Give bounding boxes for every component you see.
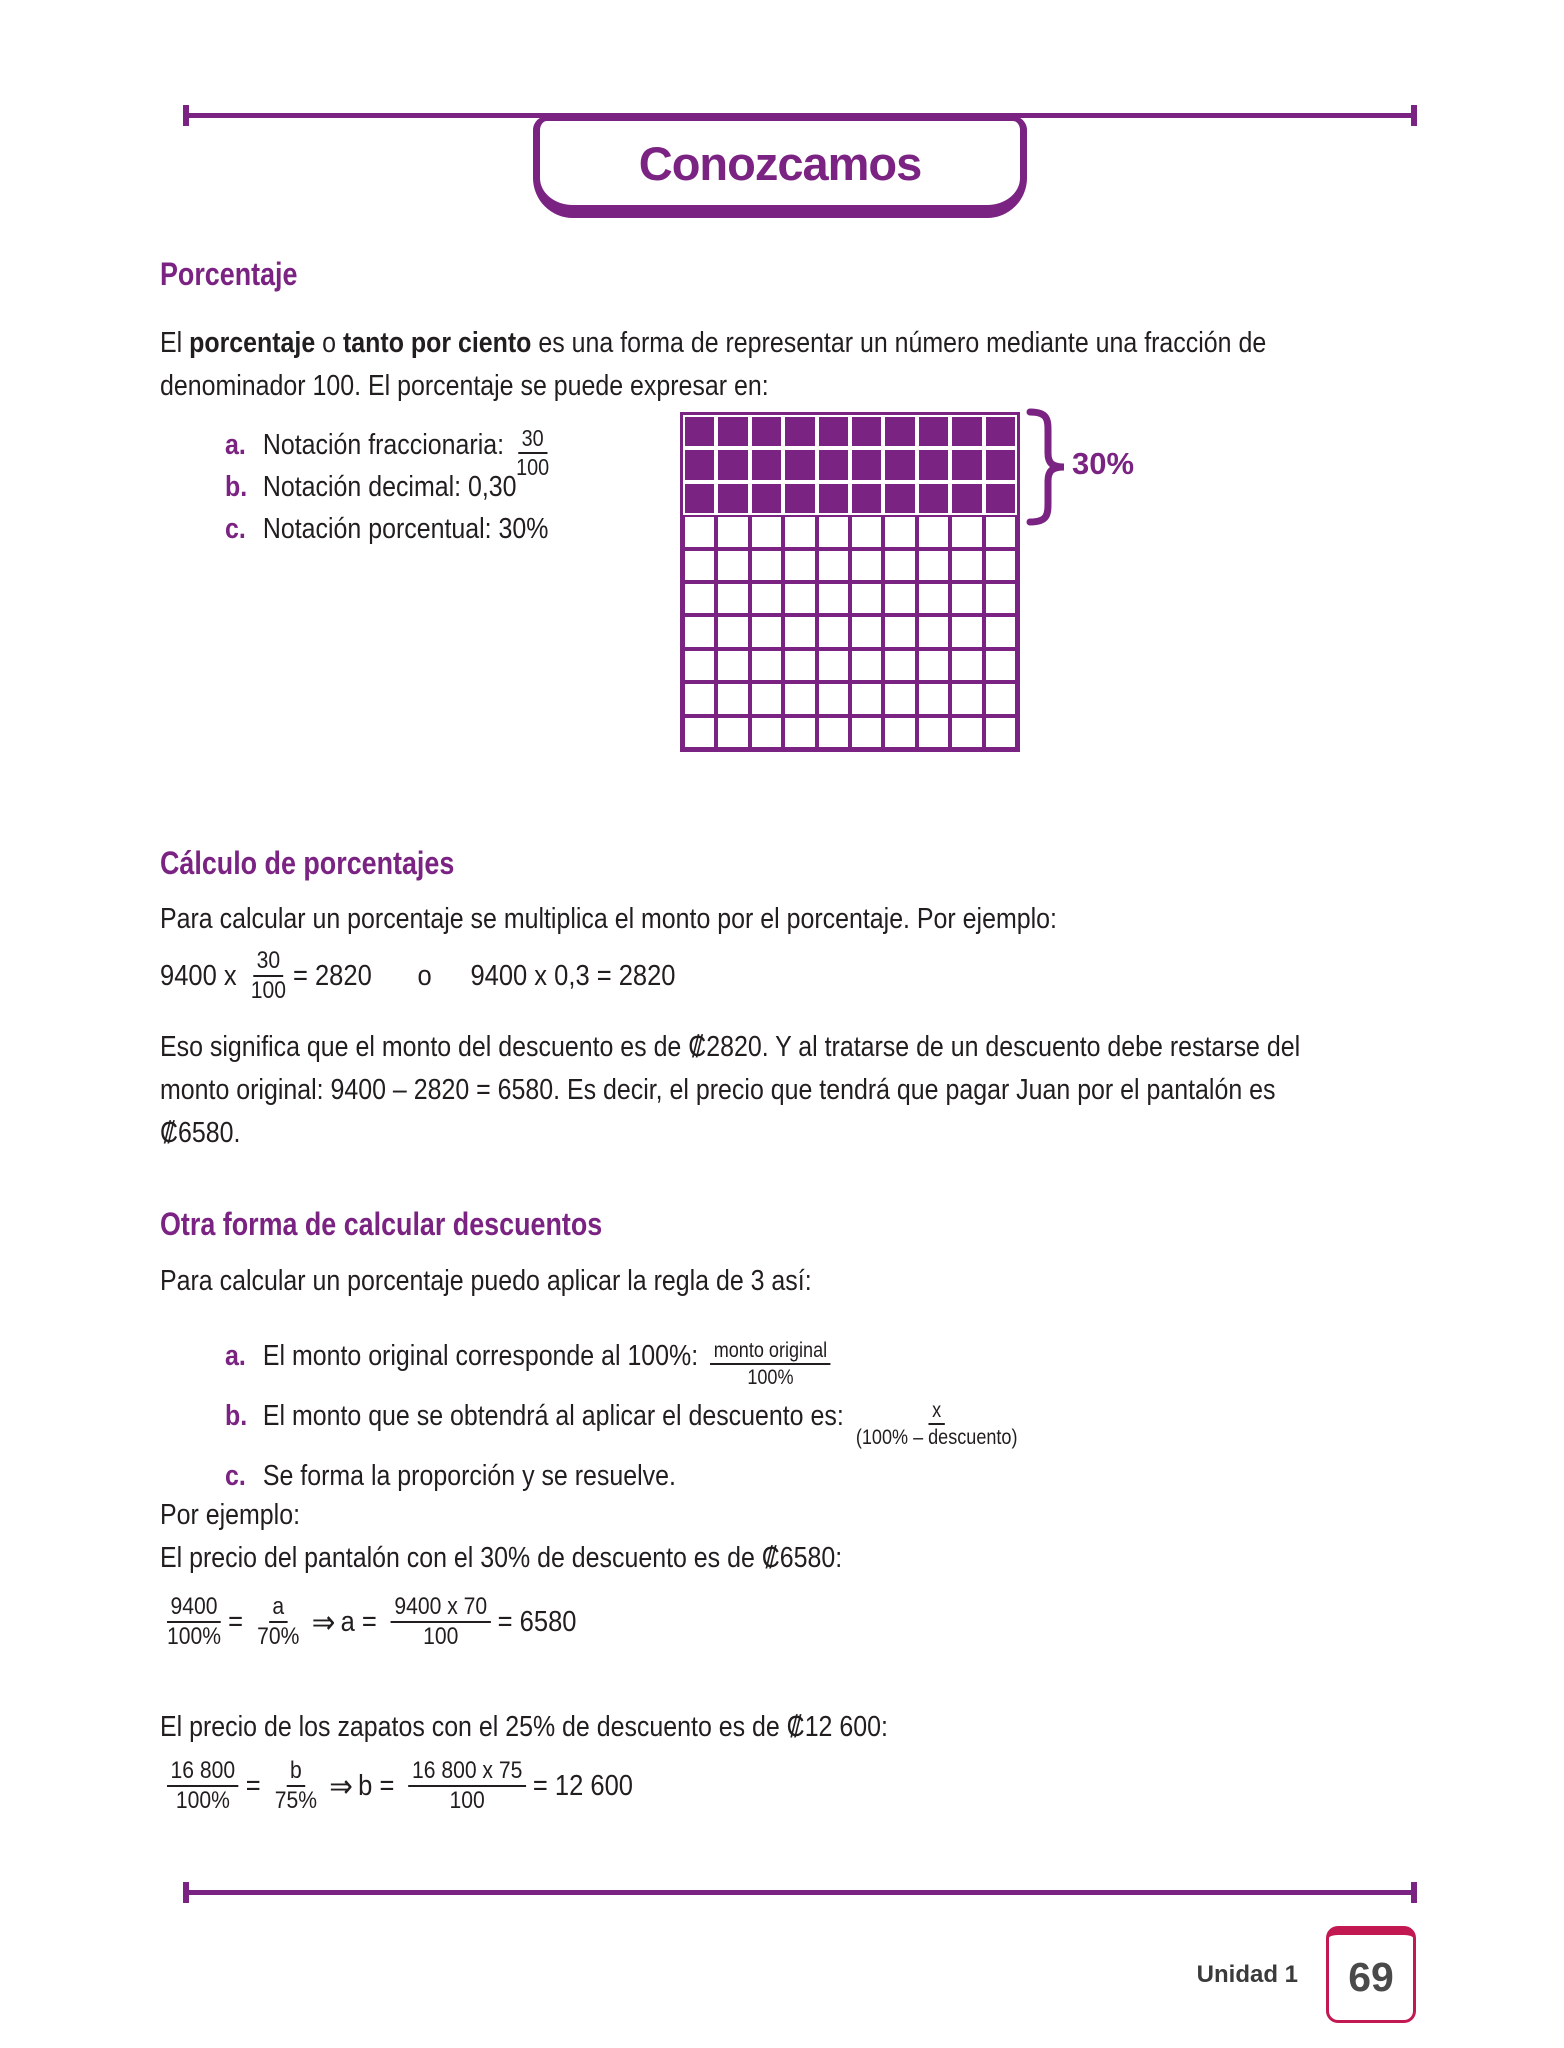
- grid-cell: [783, 482, 816, 515]
- grid-cell: [917, 482, 950, 515]
- grid-cell: [950, 716, 983, 749]
- grid-cell: [950, 549, 983, 582]
- grid-cell: [950, 415, 983, 448]
- list-marker: c.: [225, 513, 246, 545]
- grid-cell: [984, 582, 1017, 615]
- unit-label: Unidad 1: [1196, 1960, 1298, 1988]
- regla3-list: [225, 1326, 1153, 1506]
- page-title: Conozcamos: [638, 136, 922, 190]
- grid-cell: [984, 549, 1017, 582]
- list-item: c. Notación porcentual: 30%: [225, 508, 554, 550]
- grid-cell: [817, 415, 850, 448]
- grid-cell: [817, 515, 850, 548]
- grid-cell: [984, 448, 1017, 481]
- implies-arrow: ⇒: [329, 1768, 353, 1805]
- grid-cell: [783, 615, 816, 648]
- grid-cell: [917, 448, 950, 481]
- grid-cell: [917, 649, 950, 682]
- grid-cell: [817, 649, 850, 682]
- grid-cell: [850, 682, 883, 715]
- ejemplo2-text: El precio de los zapatos con el 25% de descuento es de ₡12 600:: [160, 1711, 888, 1743]
- grid-cell: [883, 649, 916, 682]
- grid-cell: [817, 615, 850, 648]
- grid-cell: [850, 482, 883, 515]
- grid-cell: [917, 582, 950, 615]
- grid-cell: [817, 482, 850, 515]
- grid-cell: [817, 448, 850, 481]
- grid-cell: [850, 448, 883, 481]
- paragraph-regla3: [160, 1260, 918, 1303]
- grid-cell: [883, 415, 916, 448]
- grid-cell: [883, 682, 916, 715]
- paragraph-line: monto original: 9400 – 2820 = 6580. Es decir, el precio que tendrá que pagar Juan por el pantalón es: [160, 1074, 1276, 1106]
- grid-cell: [783, 515, 816, 548]
- grid-cell: [683, 549, 716, 582]
- implies-arrow: ⇒: [311, 1604, 336, 1641]
- list-marker: a.: [225, 429, 246, 461]
- fraction: $\frac{16 800}{100\%}$: [167, 1758, 239, 1815]
- grid-cell: [850, 549, 883, 582]
- grid-cell: [750, 415, 783, 448]
- grid-cell: [817, 716, 850, 749]
- grid-cell: [950, 448, 983, 481]
- grid-cell: [917, 515, 950, 548]
- grid-cell: [883, 515, 916, 548]
- heading-porcentaje: Porcentaje: [160, 256, 298, 292]
- grid-cell: [750, 615, 783, 648]
- list-item: c. Se forma la proporción y se resuelve.: [225, 1446, 1023, 1506]
- grid-cell: [716, 582, 749, 615]
- paragraph-line: ₡6580.: [160, 1117, 241, 1149]
- grid-cell: [850, 515, 883, 548]
- grid-cell: [716, 415, 749, 448]
- formula-discount: 9400 x $\frac{30}{100}$ = 2820 o 9400 x 0,3 = 2820: [160, 947, 676, 1005]
- grid-cell: [683, 448, 716, 481]
- grid-cell: [917, 549, 950, 582]
- list-marker: b.: [225, 1400, 248, 1432]
- paragraph-line: Eso significa que el monto del descuento es de ₡2820. Y al tratarse de un descuento debe restarse del: [160, 1031, 1301, 1063]
- grid-cell: [984, 482, 1017, 515]
- fraction: $\frac{x}{\text{(100\% – descuento)}}$: [855, 1399, 1018, 1450]
- por-ejemplo-label: Por ejemplo:: [160, 1499, 301, 1531]
- list-marker: b.: [225, 471, 248, 503]
- percentage-grid: [680, 412, 1020, 752]
- grid-cell: [950, 649, 983, 682]
- grid-cell: [950, 682, 983, 715]
- grid-cell: [984, 649, 1017, 682]
- grid-cell: [683, 415, 716, 448]
- grid-cell: [750, 515, 783, 548]
- brace-icon: [1024, 408, 1070, 526]
- grid-cell: [984, 682, 1017, 715]
- grid-cell: [716, 515, 749, 548]
- grid-cell: [783, 582, 816, 615]
- footer: [1197, 1926, 1416, 2023]
- grid-cell: [783, 415, 816, 448]
- list-item: a. El monto original corresponde al 100%: $\frac{\text{monto original}}{100\%}$: [225, 1326, 1023, 1386]
- grid-cell: [917, 682, 950, 715]
- grid-cell: [783, 549, 816, 582]
- grid-cell: [850, 649, 883, 682]
- grid-cell: [950, 482, 983, 515]
- paragraph-descuento: [160, 1026, 1486, 1155]
- grid-cell: [716, 716, 749, 749]
- proportion-formula-1: $\frac{9400}{100\%}$ = $\frac{a}{70\%}$ ⇒ a = $\frac{9400 x 70}{100}$ = 6580: [167, 1593, 577, 1651]
- grid-cell: [683, 682, 716, 715]
- grid-cell: [917, 615, 950, 648]
- fraction: $\frac{\text{monto original}}{100\%}$: [710, 1339, 830, 1389]
- list-marker: a.: [225, 1340, 246, 1372]
- fraction: $\frac{9400}{100\%}$: [167, 1593, 222, 1651]
- grid-cell: [750, 716, 783, 749]
- grid-cell: [683, 582, 716, 615]
- grid-cell: [984, 515, 1017, 548]
- grid-percentage-label: 30%: [1072, 446, 1135, 481]
- grid-cell: [883, 615, 916, 648]
- grid-cell: [883, 549, 916, 582]
- grid-cell: [716, 549, 749, 582]
- grid-cell: [683, 515, 716, 548]
- grid-cell: [750, 549, 783, 582]
- grid-cell: [883, 448, 916, 481]
- list-item: a. Notación fraccionaria: $\frac{30}{100}$: [225, 425, 550, 481]
- grid-cell: [750, 649, 783, 682]
- grid-cell: [783, 448, 816, 481]
- fraction: $\frac{b}{75\%}$: [274, 1757, 317, 1815]
- list-item: b. El monto que se obtendrá al aplicar el descuento es: $\frac{x}{\text{(100\% – descuento)}}$: [225, 1386, 1023, 1446]
- grid-cell: [750, 482, 783, 515]
- fraction: $\frac{9400 x 70}{100}$: [391, 1594, 491, 1651]
- list-marker: c.: [225, 1460, 246, 1492]
- grid-cell: [716, 682, 749, 715]
- grid-cell: [950, 615, 983, 648]
- proportion-formula-2: $\frac{16 800}{100\%}$ = $\frac{b}{75\%}$ ⇒ b = $\frac{16 800 x 75}{100}$ = 12 600: [160, 1758, 640, 1815]
- grid-cell: [683, 649, 716, 682]
- grid-cell: [783, 682, 816, 715]
- grid-cell: [917, 415, 950, 448]
- fraction: $\frac{30}{100}$: [250, 947, 286, 1005]
- grid-cell: [984, 716, 1017, 749]
- grid-cell: [850, 716, 883, 749]
- heading-otra-forma: Otra forma de calcular descuentos: [160, 1206, 603, 1242]
- grid-cell: [683, 716, 716, 749]
- grid-cell: [716, 482, 749, 515]
- grid-cell: [950, 582, 983, 615]
- grid-cell: [850, 615, 883, 648]
- grid-cell: [850, 415, 883, 448]
- grid-cell: [817, 582, 850, 615]
- paragraph-line: El porcentaje o tanto por ciento es una forma de representar un número mediante una fracción de: [160, 327, 1267, 359]
- paragraph-line: denominador 100. El porcentaje se puede expresar en:: [160, 370, 769, 402]
- grid-cell: [683, 615, 716, 648]
- fraction: $\frac{16 800 x 75}{100}$: [408, 1758, 525, 1815]
- grid-cell: [783, 716, 816, 749]
- grid-cell: [984, 615, 1017, 648]
- page-number: 69: [1348, 1954, 1394, 2000]
- grid-cell: [716, 649, 749, 682]
- paragraph-porcentaje: [160, 322, 1446, 408]
- grid-cell: [716, 448, 749, 481]
- fraction: $\frac{a}{70\%}$: [257, 1593, 300, 1651]
- grid-cell: [817, 682, 850, 715]
- grid-cell: [716, 615, 749, 648]
- grid-cell: [750, 582, 783, 615]
- grid-cell: [750, 448, 783, 481]
- grid-cell: [984, 415, 1017, 448]
- paragraph-line: Para calcular un porcentaje se multiplica el monto por el porcentaje. Por ejemplo:: [160, 903, 1057, 935]
- grid-cell: [917, 716, 950, 749]
- heading-calculo: Cálculo de porcentajes: [160, 845, 455, 881]
- grid-cell: [883, 482, 916, 515]
- paragraph-calculo: [160, 898, 1203, 941]
- list-item: b. Notación decimal: 0,30: [225, 466, 554, 508]
- grid-cell: [750, 682, 783, 715]
- page-number-box: [1326, 1926, 1416, 2023]
- grid-cell: [850, 582, 883, 615]
- title-box: [533, 116, 1027, 218]
- grid-cell: [950, 515, 983, 548]
- paragraph-line: Para calcular un porcentaje puedo aplicar la regla de 3 así:: [160, 1265, 812, 1297]
- bottom-rule: [186, 1890, 1414, 1895]
- grid-cell: [883, 716, 916, 749]
- fraction: $\frac{30}{100}$: [516, 425, 550, 481]
- notation-list: [225, 424, 608, 550]
- grid-cell: [817, 549, 850, 582]
- grid-cell: [883, 582, 916, 615]
- grid-cell: [683, 482, 716, 515]
- grid-cell: [783, 649, 816, 682]
- ejemplo1-text: El precio del pantalón con el 30% de descuento es de ₡6580:: [160, 1542, 843, 1574]
